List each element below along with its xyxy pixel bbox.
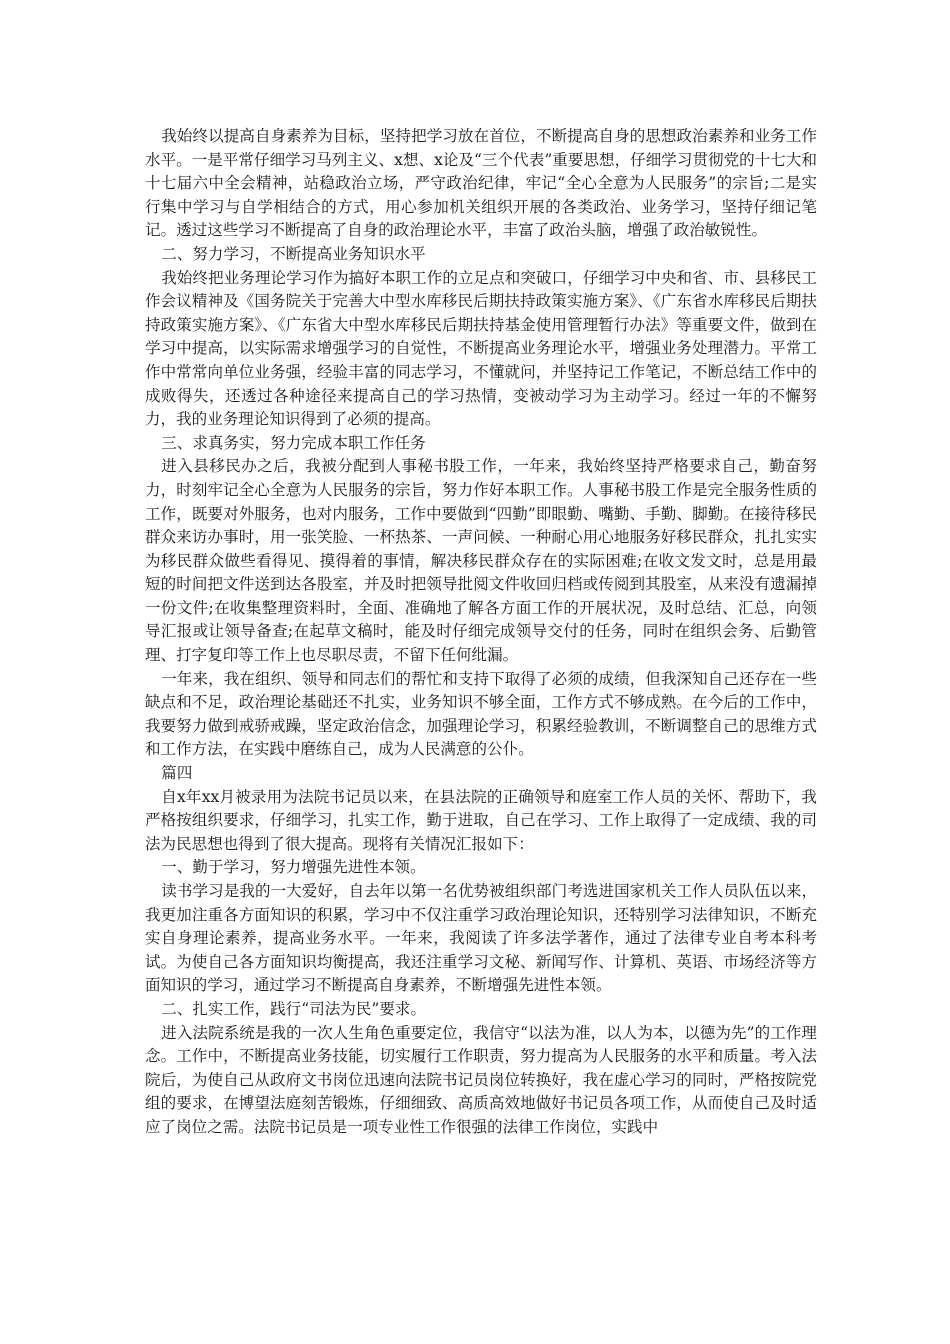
paragraph: 自x年xx月被录用为法院书记员以来，在县法院的正确领导和庭室工作人员的关怀、帮助下，我严格按组织要求，仔细学习，扎实工作，勤于进取，自己在学习、工作上取得了一定成绩、我的司法为民思想也得到了很大提高。现将有关情况汇报如下： — [145, 787, 817, 853]
section-heading: 二、努力学习，不断提高业务知识水平 — [161, 244, 426, 263]
paragraph: 读书学习是我的一大爱好，自去年以第一名优势被组织部门考选进国家机关工作人员队伍以来，我更加注重各方面知识的积累，学习中不仅注重学习政治理论知识，还特别学习法律知识，不断充实自身理论素养，提高业务水平。一年来，我阅读了许多法学著作，通过了法律专业自考本科考试。为使自己各方面知识均衡提高，我还注重学习文秘、新闻写作、计算机、英语、市场经济等方面知识的学习，通过学习不断提高自身素养，不断增强先进性本领。 — [145, 882, 817, 995]
paragraph: 我始终把业务理论学习作为搞好本职工作的立足点和突破口，仔细学习中央和省、市、县移民工作会议精神及《国务院关于完善大中型水库移民后期扶持政策实施方案》、《广东省水库移民后期扶持政策实施方案》、《广东省大中型水库移民后期扶持基金使用管理暂行办法》等重要文件，做到在学习中提高，以实际需求增强学习的自觉性，不断提高业务理论水平，增强业务处理潜力。平常工作中常常向单位业务强，经验丰富的同志学习，不懂就问，并坚持记工作笔记，不断总结工作中的成败得失，还透过各种途径来提高自己的学习热情，变被动学习为主动学习。经过一年的不懈努力，我的业务理论知识得到了必须的提高。 — [145, 268, 817, 429]
paragraph: 一年来，我在组织、领导和同志们的帮忙和支持下取得了必须的成绩，但我深知自己还存在一些缺点和不足，政治理论基础还不扎实，业务知识不够全面，工作方式不够成熟。在今后的工作中，我要努力做到戒骄戒躁，坚定政治信念，加强理论学习，积累经验教训，不断调整自己的思维方式和工作方法，在实践中磨练自己，成为人民满意的公仆。 — [145, 669, 817, 759]
paragraph: 进入法院系统是我的一次人生角色重要定位，我信守“以法为准，以人为本，以德为先”的工作理念。工作中，不断提高业务技能，切实履行工作职责，努力提高为人民服务的水平和质量。考入法院后，为使自己从政府文书岗位迅速向法院书记员岗位转换好，我在虚心学习的同时，严格按院党组的要求，在博望法庭刻苦锻炼，仔细细致、高质高效地做好书记员各项工作，从而使自己及时适应了岗位之需。法院书记员是一项专业性工作很强的法律工作岗位，实践中 — [145, 1023, 817, 1136]
section-heading: 二、扎实工作，践行“司法为民”要求。 — [161, 999, 427, 1018]
section-heading: 三、求真务实，努力完成本职工作任务 — [161, 433, 426, 452]
paragraph: 我始终以提高自身素养为目标，坚持把学习放在首位，不断提高自身的思想政治素养和业务工作水平。一是平常仔细学习马列主义、x想、x论及“三个代表”重要思想，仔细学习贯彻党的十七大和十七届六中全会精神，站稳政治立场，严守政治纪律，牢记“全心全意为人民服务”的宗旨;二是实行集中学习与自学相结合的方式，用心参加机关组织开展的各类政治、业务学习，坚持仔细记笔记。透过这些学习不断提高了自身的政治理论水平，丰富了政治头脑，增强了政治敏锐性。 — [145, 127, 817, 240]
section-heading: 一、勤于学习，努力增强先进性本领。 — [161, 858, 426, 877]
document-body — [145, 125, 817, 1140]
paragraph: 进入县移民办之后，我被分配到人事秘书股工作，一年来，我始终坚持严格要求自己，勤奋努力，时刻牢记全心全意为人民服务的宗旨，努力作好本职工作。人事秘书股工作是完全服务性质的工作，既要对外服务，也对内服务，工作中要做到“四勤”即眼勤、嘴勤、手勤、脚勤。在接待移民群众来访办事时，用一张笑脸、一杯热茶、一声问候、一种耐心用心地服务好移民群众，扎扎实实为移民群众做些看得见、摸得着的事情，解决移民群众存在的实际困难;在收文发文时，总是用最短的时间把文件送到达各股室，并及时把领导批阅文件收回归档或传阅到其股室，从来没有遗漏掉一份文件;在收集整理资料时，全面、准确地了解各方面工作的开展状况，及时总结、汇总，向领导汇报或让领导备查;在起草文稿时，能及时仔细完成领导交付的任务，同时在组织会务、后勤管理、打字复印等工作上也尽职尽责，不留下任何纰漏。 — [145, 457, 817, 665]
chapter-heading: 篇四 — [161, 764, 193, 783]
